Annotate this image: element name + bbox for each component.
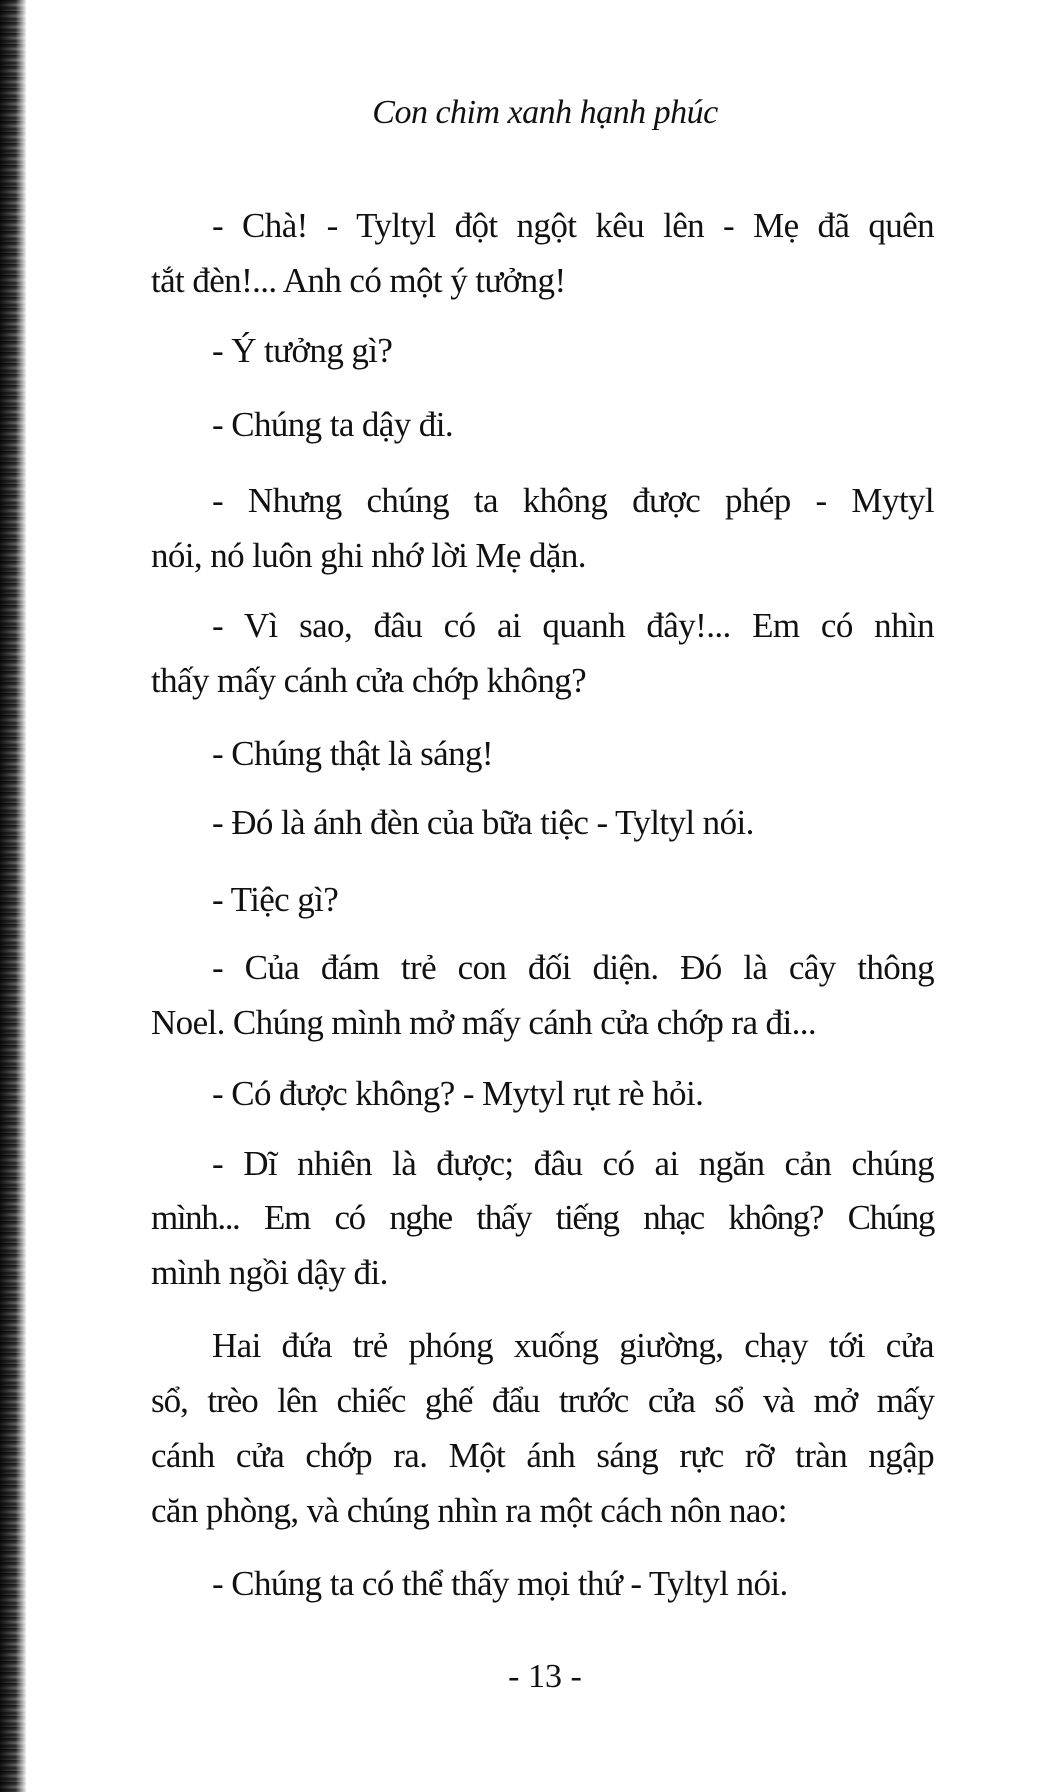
text-line: sổ, trèo lên chiếc ghế đẩu trước cửa sổ và mở mấy: [151, 1381, 934, 1420]
text-line: thấy mấy cánh cửa chớp không?: [151, 661, 587, 700]
text-line: tắt đèn!... Anh có một ý tưởng!: [151, 261, 566, 300]
text-line: Hai đứa trẻ phóng xuống giường, chạy tới cửa: [212, 1326, 934, 1365]
book-binding-edge: [0, 0, 26, 1792]
text-line: - Chúng ta có thể thấy mọi thứ - Tyltyl nói.: [212, 1564, 788, 1603]
text-line: căn phòng, và chúng nhìn ra một cách nôn nao:: [151, 1491, 787, 1530]
text-line: - Đó là ánh đèn của bữa tiệc - Tyltyl nói.: [212, 803, 754, 842]
text-line: - Ý tưởng gì?: [212, 331, 393, 370]
text-line: mình... Em có nghe thấy tiếng nhạc không? Chúng: [151, 1198, 934, 1237]
text-line: - Có được không? - Mytyl rụt rè hỏi.: [212, 1074, 704, 1113]
running-header-title: Con chim xanh hạnh phúc: [372, 94, 718, 131]
text-line: - Chúng ta dậy đi.: [212, 405, 453, 444]
text-line: - Tiệc gì?: [212, 880, 339, 919]
text-line: - Dĩ nhiên là được; đâu có ai ngăn cản chúng: [212, 1144, 934, 1183]
text-line: - Của đám trẻ con đối diện. Đó là cây thông: [212, 948, 934, 987]
text-line: - Chúng thật là sáng!: [212, 734, 493, 773]
text-line: Noel. Chúng mình mở mấy cánh cửa chớp ra đi...: [151, 1003, 817, 1042]
page-number: - 13 -: [508, 1658, 582, 1695]
text-line: - Nhưng chúng ta không được phép - Mytyl: [212, 481, 934, 520]
text-line: cánh cửa chớp ra. Một ánh sáng rực rỡ tràn ngập: [151, 1436, 934, 1475]
text-line: - Vì sao, đâu có ai quanh đây!... Em có nhìn: [212, 606, 934, 645]
text-line: mình ngồi dậy đi.: [151, 1253, 388, 1292]
text-line: nói, nó luôn ghi nhớ lời Mẹ dặn.: [151, 536, 586, 575]
text-line: - Chà! - Tyltyl đột ngột kêu lên - Mẹ đã quên: [212, 206, 934, 245]
